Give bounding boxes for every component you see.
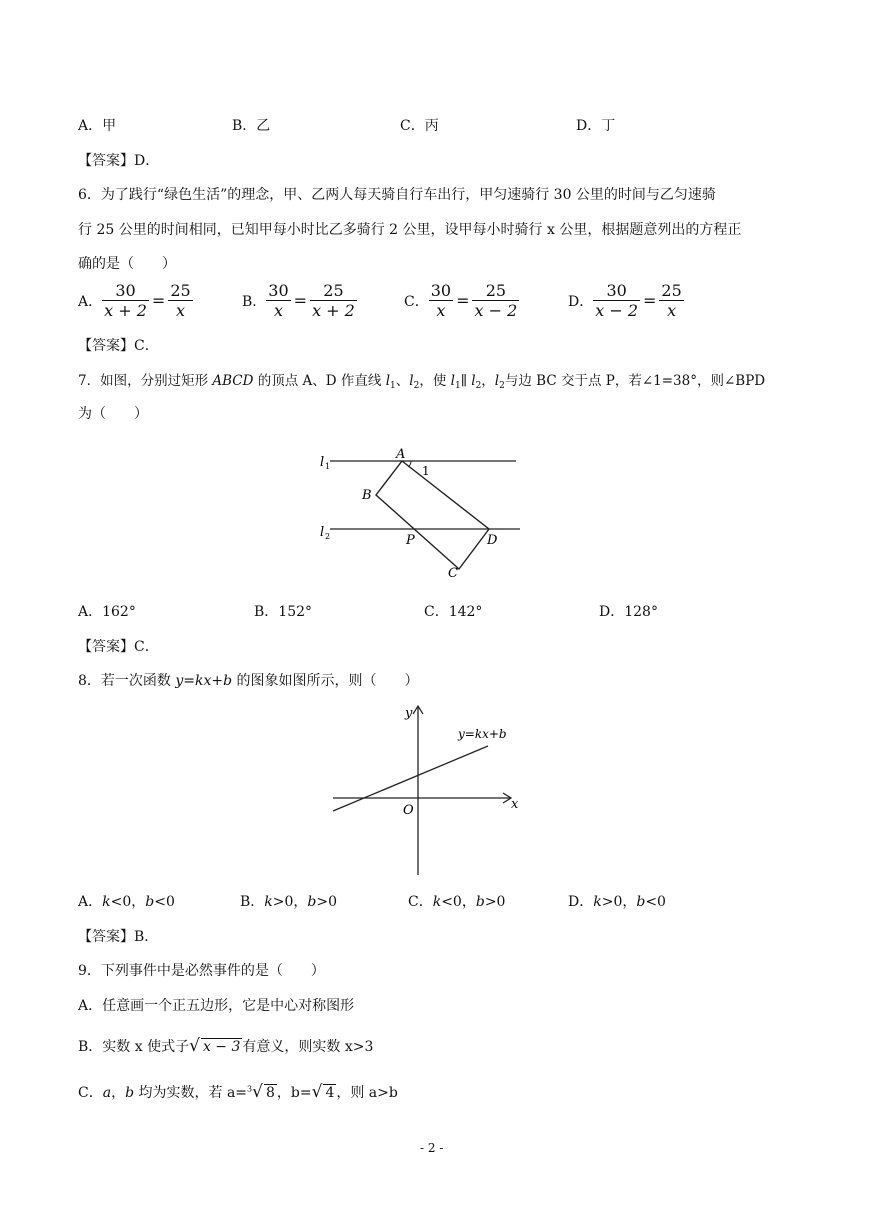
label-b: B (362, 488, 372, 503)
q9-option-a: A．任意画一个正五边形，它是中心对称图形 (78, 998, 355, 1014)
label-a: A (396, 447, 406, 462)
q7-option-c: C．142° (424, 604, 483, 620)
cube-root-index: 3 (247, 1084, 253, 1094)
sqrt-sign: √ (252, 1082, 263, 1102)
q8-option-b: B．k>0，b>0 (240, 894, 338, 910)
fraction: $\frac{30}{x + 2}$ (104, 281, 147, 320)
q8-answer: 【答案】B． (78, 929, 159, 945)
q6-answer: 【答案】C． (78, 338, 159, 354)
option-label: C． (404, 293, 429, 310)
label-l1: l (320, 455, 325, 470)
label-l2: l (320, 525, 325, 540)
q7-option-b: B．152° (254, 604, 313, 620)
q9-option-c: C．a，b 均为实数，若 a=$^3$√ 8 ，b=√ 4 ，则 a>b (78, 1082, 398, 1102)
q6-option-a (78, 281, 193, 320)
q6-option-b (242, 281, 357, 320)
q7-rectangle-figure (310, 440, 530, 585)
q8-stem: 8．若一次函数 y=kx+b 的图象如图所示，则（ ） (78, 673, 419, 689)
equals-sign: = (293, 291, 308, 310)
q6-stem-line3: 确的是（ ） (78, 256, 176, 272)
fraction: $\frac{30}{x}$ (430, 281, 452, 320)
label-origin: O (403, 803, 414, 818)
label-l1-sub: 1 (325, 462, 331, 471)
q8-option-d: D．k>0，b<0 (568, 894, 666, 910)
label-function: y=kx+b (458, 727, 507, 741)
equals-sign: = (456, 291, 470, 310)
q5-option-c: C．丙 (400, 118, 439, 134)
q7-answer: 【答案】C． (78, 639, 159, 655)
fraction: $\frac{25}{x}$ (661, 281, 682, 320)
q8-option-a: A．k<0，b<0 (78, 894, 175, 910)
q5-option-d: D．丁 (576, 118, 616, 134)
option-label: B． (242, 293, 267, 310)
q7-option-d: D．128° (599, 604, 658, 620)
page-number: - 2 - (420, 1141, 444, 1155)
angle-1-arc (408, 461, 411, 467)
q7-stem-line1: 7．如图，分别过矩形 ABCD 的顶点 A、D 作直线 $l_1$、$l_2$，使 $l_1\parallel$ $l_2$，$l_2$与边 BC 交于点 P，若∠1=38°，则∠BPD (78, 373, 766, 391)
fraction: $\frac{30}{x}$ (268, 281, 289, 320)
q6-stem-line2: 行 25 公里的时间相同，已知甲每小时比乙多骑行 2 公里，设甲每小时骑行 x 公里，根据题意列出的方程正 (78, 222, 742, 238)
q5-option-a: A．甲 (78, 118, 117, 134)
sqrt-sign: √ (311, 1082, 323, 1102)
fraction: $\frac{25}{x - 2}$ (474, 281, 518, 320)
label-c: C (448, 566, 458, 581)
radicand: 4 (325, 1085, 335, 1101)
label-x: x (511, 797, 519, 812)
q6-stem-line1: 6．为了践行“绿色生活”的理念，甲、乙两人每天骑自行车出行，甲匀速骑行 30 公里的时间与乙匀速骑 (78, 187, 716, 203)
label-angle-1: 1 (422, 464, 430, 478)
radicand: x − 3 (202, 1039, 241, 1055)
fraction: $\frac{25}{x}$ (170, 281, 191, 320)
q9-option-b: B．实数 x 使式子√ x − 3 有意义，则实数 x>3 (78, 1036, 374, 1056)
option-label: A． (78, 293, 103, 310)
fraction: $\frac{25}{x + 2}$ (312, 281, 355, 320)
q7-stem-line2: 为（ ） (78, 406, 148, 422)
equals-sign: = (151, 291, 166, 310)
q6-option-c (404, 281, 519, 320)
q8-linear-function-graph (325, 700, 525, 878)
sqrt-sign: √ (189, 1036, 200, 1056)
radicand: 8 (265, 1085, 275, 1101)
label-y: y (405, 706, 413, 721)
equals-sign: = (643, 291, 657, 310)
q5-answer: 【答案】D． (78, 153, 160, 169)
q8-option-c: C．k<0，b>0 (408, 894, 506, 910)
q9-stem: 9．下列事件中是必然事件的是（ ） (78, 963, 325, 979)
label-d: D (487, 533, 498, 548)
fraction: $\frac{30}{x - 2}$ (595, 281, 639, 320)
rectangle-abcd (376, 461, 489, 569)
function-line (333, 746, 488, 811)
option-label: D． (568, 293, 594, 310)
q5-option-b: B．乙 (232, 118, 271, 134)
q6-option-d (568, 281, 684, 320)
label-l2-sub: 2 (325, 532, 331, 541)
q7-option-a: A．162° (78, 604, 136, 620)
label-p: P (406, 533, 415, 548)
